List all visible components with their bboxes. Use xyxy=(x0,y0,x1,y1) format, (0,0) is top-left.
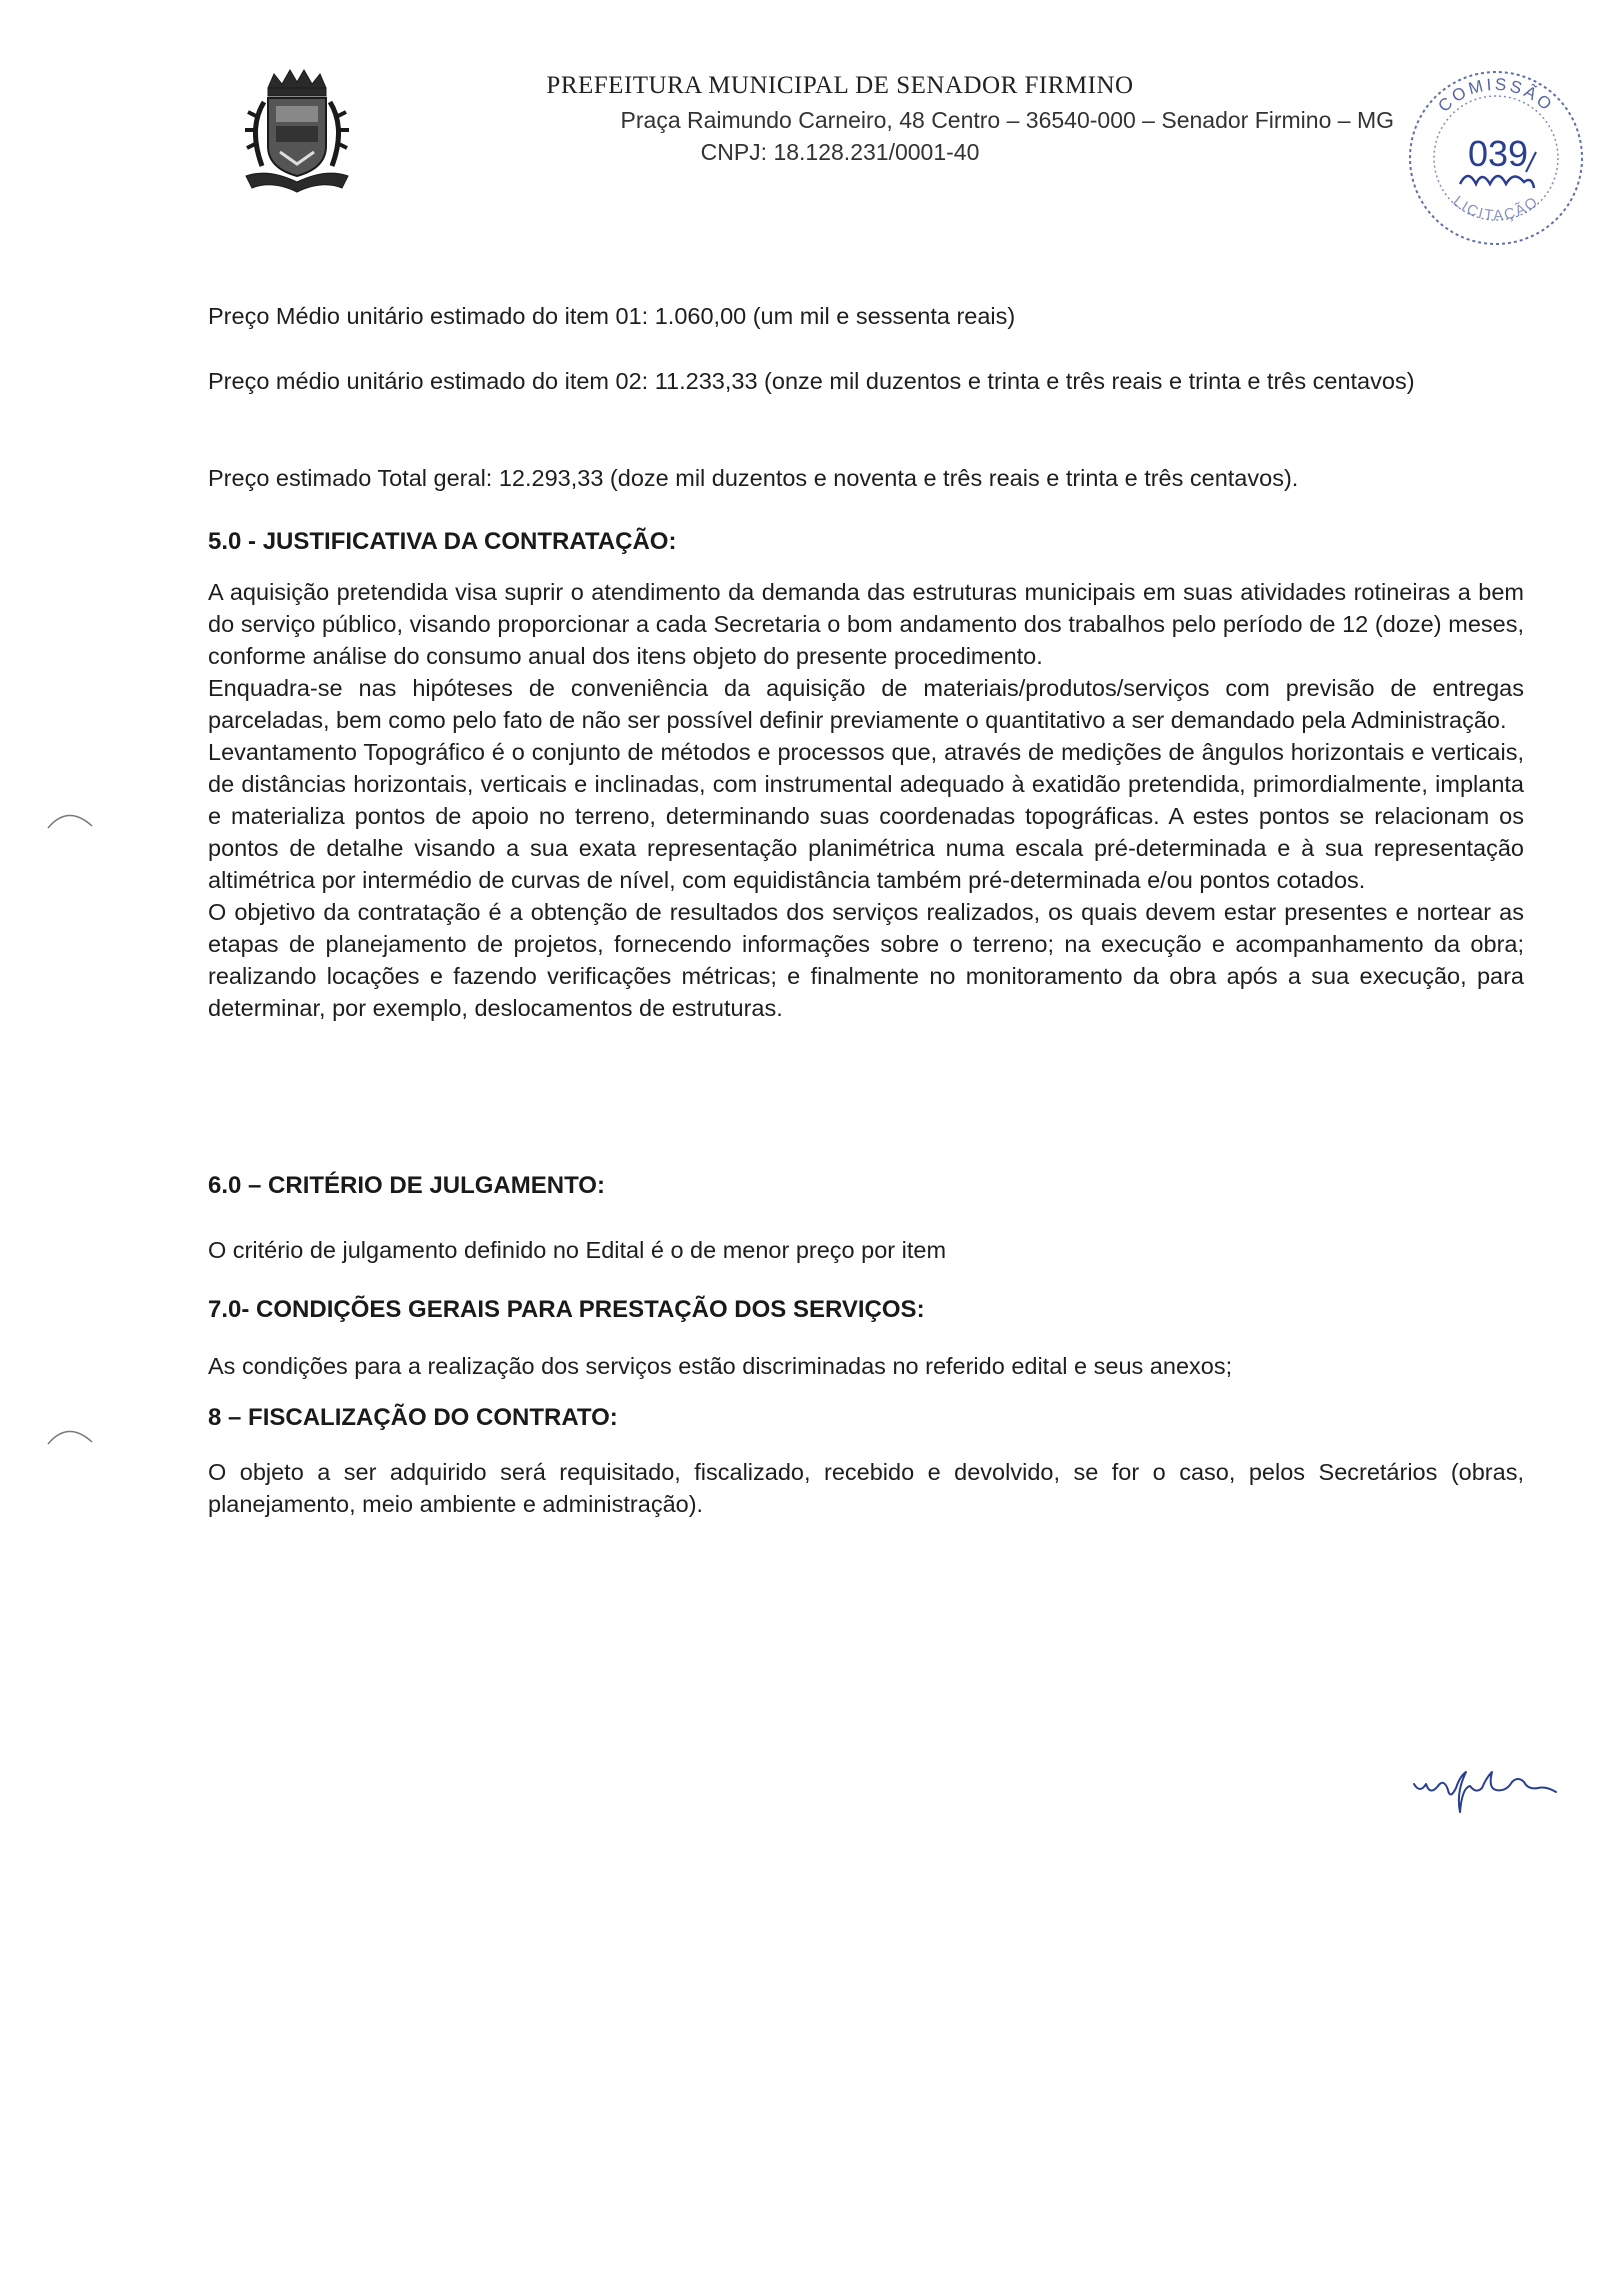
stamp-number: 039 xyxy=(1467,133,1529,174)
price-item-01: Preço Médio unitário estimado do item 01: 1.060,00 (um mil e sessenta reais) xyxy=(208,303,1016,329)
header-title: PREFEITURA MUNICIPAL DE SENADOR FIRMINO xyxy=(546,72,1134,99)
commission-stamp-icon xyxy=(1398,60,1594,256)
section-5-paragraph-4: O objetivo da contratação é a obtenção de resultados dos serviços realizados, os quais devem estar presentes e nortear as etapas de planejamento de projetos, fornecendo informações sobre o terreno; na execução e acompanhamento da obra; realizando locações e fazendo verificações métricas; e finalmente no monitoramento da obra após a sua execução, para determinar, por exemplo, deslocamentos de estruturas. xyxy=(208,899,1524,1021)
signature-icon xyxy=(1400,1750,1600,1820)
section-8-text: O objeto a ser adquirido será requisitado, fiscalizado, recebido e devolvido, se for o caso, pelos Secretários (obras, planejamento, meio ambiente e administração). xyxy=(208,1459,1524,1517)
margin-mark xyxy=(46,808,96,832)
header-address: Praça Raimundo Carneiro, 48 Centro – 36540-000 – Senador Firmino – MG xyxy=(620,107,1394,133)
section-7-heading: 7.0- CONDIÇÕES GERAIS PARA PRESTAÇÃO DOS SERVIÇOS: xyxy=(208,1296,925,1323)
section-5-paragraph-3: Levantamento Topográfico é o conjunto de métodos e processos que, através de medições de ângulos horizontais e verticais, de distâncias horizontais, verticais e inclinadas, com instrumental adequado à exatidão pretendida, primordialmente, implanta e materializa pontos de apoio no terreno, determinando suas coordenadas topográficas. A estes pontos se relacionam os pontos de detalhe visando a sua exata representação planimétrica numa escala pré-determinada e à sua representação altimétrica por intermédio de curvas de nível, com equidistância também pré-determinada e/ou pontos cotados. xyxy=(208,739,1524,893)
price-total: Preço estimado Total geral: 12.293,33 (doze mil duzentos e noventa e três reais e trinta e três centavos). xyxy=(208,465,1299,491)
svg-text:LICITAÇÃO xyxy=(1450,193,1543,225)
header-cnpj: CNPJ: 18.128.231/0001-40 xyxy=(700,139,980,165)
stamp-text-bottom: LICITAÇÃO xyxy=(1449,192,1543,225)
section-5-paragraph-1: A aquisição pretendida visa suprir o atendimento da demanda das estruturas municipais em suas atividades rotineiras a bem do serviço público, visando proporcionar a cada Secretaria o bom andamento dos trabalhos pelo período de 12 (doze) meses, conforme análise do consumo anual dos itens objeto do presente procedimento. xyxy=(208,579,1524,669)
section-5-paragraph-2: Enquadra-se nas hipóteses de conveniência da aquisição de materiais/produtos/serviços com previsão de entregas parceladas, bem como pelo fato de não ser possível definir previamente o quantitativo a ser demandado pela Administração. xyxy=(208,675,1524,733)
section-7-text: As condições para a realização dos serviços estão discriminadas no referido edital e seus anexos; xyxy=(208,1353,1233,1379)
margin-mark xyxy=(46,1424,96,1448)
section-5-heading: 5.0 - JUSTIFICATIVA DA CONTRATAÇÃO: xyxy=(208,528,677,555)
section-5-body xyxy=(208,576,1524,1024)
section-6-text: O critério de julgamento definido no Edital é o de menor preço por item xyxy=(208,1237,947,1263)
section-8-heading: 8 – FISCALIZAÇÃO DO CONTRATO: xyxy=(208,1404,618,1431)
stamp-text-top: COMISSÃO xyxy=(1434,74,1558,116)
section-6-heading: 6.0 – CRITÉRIO DE JULGAMENTO: xyxy=(208,1172,605,1199)
municipal-crest-icon xyxy=(238,68,356,196)
price-item-02: Preço médio unitário estimado do item 02: 11.233,33 (onze mil duzentos e trinta e três reais e trinta e três centavos) xyxy=(208,368,1415,394)
